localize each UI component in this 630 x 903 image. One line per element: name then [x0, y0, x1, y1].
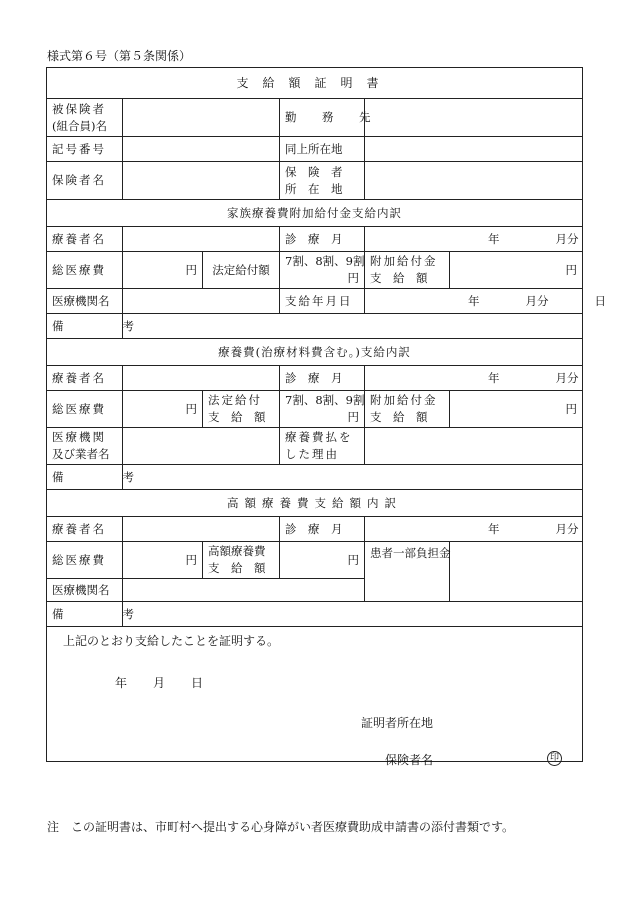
high-cost-remarks-field[interactable] — [123, 602, 583, 627]
family-patient-field[interactable] — [123, 227, 280, 252]
high-cost-patient-label: 療養者名 — [47, 517, 123, 542]
medical-institution-label: 医療機関 及び業者名 — [47, 428, 123, 465]
workplace-label: 勤 務 先 — [280, 99, 365, 137]
footnote-mark: 注 — [47, 820, 60, 834]
certification-statement: 上記のとおり支給したことを証明する。 — [63, 634, 280, 648]
family-remarks-label: 備 考 — [47, 314, 123, 339]
medical-reason-field[interactable] — [365, 428, 583, 465]
copay-label: 患者一部負担金 — [365, 542, 450, 602]
certifier-address-label: 証明者所在地 — [361, 716, 434, 730]
medical-treat-month-field[interactable]: 年 月分 — [365, 366, 583, 391]
high-cost-total-cost-label: 総医療費 — [47, 542, 123, 579]
family-total-cost-label: 総医療費 — [47, 252, 123, 289]
family-section-title: 家族療養費附加給付金支給内訳 — [47, 200, 583, 227]
family-institution-field[interactable] — [123, 289, 280, 314]
high-cost-amount-label: 高額療養費 支 給 額 — [203, 542, 280, 579]
medical-additional-label: 附加給付金 支 給 額 — [365, 391, 450, 428]
high-cost-treat-month-label: 診 療 月 — [280, 517, 365, 542]
medical-treat-month-label: 診 療 月 — [280, 366, 365, 391]
insured-label: 被保険者 (組合員)名 — [47, 99, 123, 137]
medical-ratio-field[interactable]: 7割、8割、9割 円 — [280, 391, 365, 428]
medical-total-cost-label: 総医療費 — [47, 391, 123, 428]
symbol-number-label: 記号番号 — [47, 137, 123, 162]
insurer-address-label: 保 険 者 所 在 地 — [280, 162, 365, 200]
medical-patient-field[interactable] — [123, 366, 280, 391]
medical-remarks-label: 備 考 — [47, 465, 123, 490]
certification-block — [47, 627, 583, 767]
family-total-cost-field[interactable]: 円 — [123, 252, 203, 289]
high-cost-remarks-label: 備 考 — [47, 602, 123, 627]
medical-legal-benefit-label: 法定給付 支 給 額 — [203, 391, 280, 428]
high-cost-total-cost-field[interactable]: 円 — [123, 542, 203, 579]
certification-date[interactable]: 年 月 日 — [115, 676, 204, 690]
medical-additional-field[interactable]: 円 — [450, 391, 583, 428]
symbol-number-field[interactable] — [123, 137, 280, 162]
family-patient-label: 療養者名 — [47, 227, 123, 252]
high-cost-institution-label: 医療機関名 — [47, 579, 123, 602]
high-cost-section-title: 高額療養費支給額内訳 — [47, 490, 583, 517]
insurer-name-field[interactable] — [123, 162, 280, 200]
family-remarks-field[interactable] — [123, 314, 583, 339]
form-code: 様式第６号（第５条関係） — [47, 49, 192, 63]
high-cost-institution-field[interactable] — [123, 579, 365, 602]
insurer-name-label: 保険者名 — [47, 162, 123, 200]
seal-icon: 印 — [547, 751, 562, 766]
form-title: 支給額証明書 — [47, 68, 583, 99]
family-legal-benefit-label: 法定給付額 — [203, 252, 280, 289]
certificate-table — [46, 67, 606, 767]
high-cost-treat-month-field[interactable]: 年 月分 — [365, 517, 583, 542]
family-payment-date-field[interactable]: 年 月分 日 — [365, 289, 583, 314]
medical-reason-label: 療養費払を した理由 — [280, 428, 365, 465]
family-payment-date-label: 支給年月日 — [280, 289, 365, 314]
family-institution-label: 医療機関名 — [47, 289, 123, 314]
medical-total-cost-field[interactable]: 円 — [123, 391, 203, 428]
high-cost-amount-field[interactable]: 円 — [280, 542, 365, 579]
copay-field[interactable] — [450, 542, 583, 602]
high-cost-patient-field[interactable] — [123, 517, 280, 542]
medical-section-title: 療養費(治療材料費含む。)支給内訳 — [47, 339, 583, 366]
family-additional-label: 附加給付金 支 給 額 — [365, 252, 450, 289]
family-treat-month-field[interactable]: 年 月分 — [365, 227, 583, 252]
workplace-address-label: 同上所在地 — [280, 137, 365, 162]
certifier-insurer-label: 保険者名 — [385, 753, 434, 767]
footnote — [47, 818, 514, 835]
medical-institution-field[interactable] — [123, 428, 280, 465]
workplace-field[interactable] — [365, 99, 583, 137]
family-ratio-field[interactable]: 7割、8割、9割 円 — [280, 252, 365, 289]
workplace-address-field[interactable] — [365, 137, 583, 162]
medical-patient-label: 療養者名 — [47, 366, 123, 391]
family-additional-field[interactable]: 円 — [450, 252, 583, 289]
footnote-text: この証明書は、市町村へ提出する心身障がい者医療費助成申請書の添付書類です。 — [71, 820, 515, 834]
insurer-address-field[interactable] — [365, 162, 583, 200]
family-treat-month-label: 診 療 月 — [280, 227, 365, 252]
medical-remarks-field[interactable] — [123, 465, 583, 490]
insured-name-field[interactable] — [123, 99, 280, 137]
